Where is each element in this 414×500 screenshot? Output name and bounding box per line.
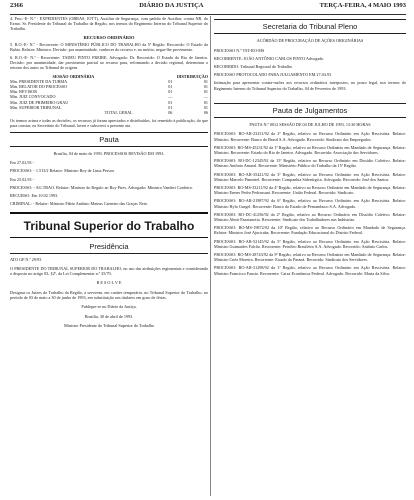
list-item: PROCESSO: RO-AR-21987/92 da 6ª Região, relativo ao Recurso Ordinário em Ação Rescisória. Relator: Ministro Hylo Gurgel. Recorrente: Banco do Estado de Pernambuco S.A. Advogado. xyxy=(214,198,406,209)
table-row: Min. PRESIDENTE DA TURMA 01 01 xyxy=(10,78,208,84)
left-paragraph: 6. R.O.-E- N.º - Recorrente: TADEU PINTO FREIRE. Advogado: Dr. Recorrido: O Estado do Rio de Janeiro. Decisão: por unanimidade, dar provimento parcial ao recurso para, reformando a decisão regional, determinar o retorno dos autos ao Tribunal de origem. xyxy=(10,55,208,71)
act-date: Brasília, 30 de abril de 1993. xyxy=(84,313,134,319)
table-row: Min. REVISOR 01 01 xyxy=(10,89,208,95)
table-row: Min. SUPERIOR TRIBUNAL 01 01 xyxy=(10,104,208,110)
act-number: ATO GP N.º 29/93 xyxy=(10,257,42,263)
pauta-line: PROCESSO: - AG.TRAO. Relator: Ministro do Regulo ao Roy Pires. Advogado: Ministro Vanderi Cordeiro. xyxy=(10,184,193,190)
act-publish: Publique-se no Diário da Justiça. xyxy=(81,304,137,310)
section-title-secretaria: Secretaria do Tribunal Pleno xyxy=(214,19,406,34)
left-paragraph: 5. R.O.-E- N.º - Recorrente: O MINISTÉRIO PÚBLICO DO TRABALHO da 5ª Região. Recorrido: O Estado da Bahia. Relator: Ministro. Decisão: por unanimidade, conhecer do recurso e, no mérito, negar-lhe provimento. xyxy=(10,41,208,52)
left-paragraph: 4. Proc.-E- N.º - EXPEDIENTES (OBRAS, JOTT), Auxiliar de Segurança, com padrão de Auxiliar, contra NR. do Exmo. Sr. Presidente do Tribunal do Trabalho da Região, nos termos do Regimento Interno do Tribunal Superior do Trabalho. xyxy=(10,16,208,32)
right-column xyxy=(214,16,406,496)
table-row: Min. JUIZ DE PRIMEIRO GRAU 01 01 xyxy=(10,99,208,105)
pauta-line: PROCESSO: - 1.513/2 Relator: Ministro Roy de Lima Pessoa xyxy=(10,168,114,174)
secretaria-subtitle: ACÓRDÃO DE PROCURAÇÃO DE AÇÕES ORIGINÁRIAS xyxy=(256,38,364,44)
secretaria-line: RECORRENTE: JOÃO ANTÔNIO CARLOS PINTO Advogado xyxy=(214,55,324,61)
list-item: PROCESSO: RO-MS-33211/92 da 4ª Região, relativo ao Recurso Ordinário em Mandado de Segurança. Relator: Ministro Ermes Pedro Pedrassani. Recorrente: União Federal. Recorrido: Sindicato. xyxy=(214,185,406,196)
table-row: TOTAL GERAL 06 06 xyxy=(104,110,208,116)
section-heading: RECURSO ORDINÁRIO xyxy=(83,34,135,40)
issue-date: TERÇA-FEIRA, 4 MAIO 1993 xyxy=(319,2,406,9)
list-item: PROCESSO: RO-DC-41256/92 da 2ª Região, relativo ao Recurso Ordinário em Dissídio Coletivo. Relator: Ministro Almir Pazzianotto. Recorrente: Sindicato dos Trabalhadores nas Indústrias. xyxy=(214,211,406,223)
act-resolve: R E S O L V E xyxy=(96,280,122,286)
secretaria-line: PROCESSO N.º TST-RO-MS xyxy=(214,47,265,53)
pauta-subtitle: Brasília, 04 de maio de 1993. PROCESSOS REVISÃO EM 1993. xyxy=(53,150,165,156)
closing-note: Os termos acima e todas as decisões, os recursos já foram apreciados e distribuídos, foi remetido à publicação, do que para constar, eu Secretário do Tribunal, lavrei e subscrevi a presente ata. xyxy=(10,118,208,129)
table-header-cell: SESSÃO ORDINÁRIA xyxy=(52,73,95,79)
pauta-line: Em 27.02.93 - xyxy=(10,160,34,166)
list-item: PROCESSO: RO-AR-52145/92 da 5ª Região, relativo ao Recurso Ordinário em Ação Rescisória. Relator: Ministro Guimarães Falcão. Recorrente: Petróleo Brasileiro S.A. Advogado. Recorrido: Antônio Carlos. xyxy=(214,238,406,249)
pauta-line: RECURSO: Em 10.02 1993. xyxy=(10,193,59,199)
list-item: PROCESSO: RO-MS-19872/92 da 10ª Região, relativo ao Recurso Ordinário em Mandado de Segurança. Relator: Ministro José Ajuricaba. Recorrente: Fundação Educacional do Distrito Federal. xyxy=(214,225,406,236)
secretaria-paragraph: Intimação para apresentar contra-razões aos recursos ordinários interpostos, no prazo legal, nos termos do Regimento Interno do Tribunal Superior do Trabalho, 04 de Fevereiro de 1993. xyxy=(214,80,406,91)
pauta-julgamentos-subtitle: PAUTA N.º 0012 SESSÃO DE 04 DE JULHO DE 1993, 13:30 HORAS xyxy=(249,121,371,127)
table-row: Min. RELATOR DO PROCESSO 01 01 xyxy=(10,84,208,90)
act-paragraph: Designar os Juízes do Trabalho da Região, a servirem, em caráter temporário, no Tribunal Superior do Trabalho, no período de 03 de maio a 30 de junho de 1993, em substituição aos titulares em gozo de férias. xyxy=(10,289,208,300)
section-title-pauta-julgamentos: Pauta de Julgamentos xyxy=(214,103,406,118)
left-column xyxy=(10,16,208,496)
act-paragraph: O PRESIDENTE DO TRIBUNAL SUPERIOR DO TRABALHO, no uso das atribuições regimentais e considerando o disposto no artigo 83, §2º, da Lei Complementar n.º 35/79, xyxy=(10,265,208,276)
page-number: 2366 xyxy=(10,2,23,9)
page-header xyxy=(10,2,406,15)
table-row: Min. JUIZ CONVOCADO — — xyxy=(10,94,208,100)
act-signature: Ministro Presidente do Tribunal Superior do Trabalho xyxy=(63,323,155,329)
secretaria-line: PROCESSO PROTOCOLADO PARA JULGAMENTO EM 27.04.93 xyxy=(214,72,332,78)
journal-title: DIÁRIO DA JUSTIÇA xyxy=(139,2,204,9)
table-header-cell: DISTRIBUIÇÃO xyxy=(176,73,208,79)
list-item: PROCESSO: RO-AR-31298/92 da 1ª Região, relativo ao Recurso Ordinário em Ação Rescisória. Relator: Ministro Francisco Fausto. Recorrente: Caixa Econômica Federal. Advogado. Recorrido: Maria da Silva. xyxy=(214,265,406,276)
distribution-table xyxy=(10,74,208,116)
pauta-line: Em 25.02.93 - xyxy=(10,176,34,182)
list-item: PROCESSO: RO-MS-28743/92 da 9ª Região, relativo ao Recurso Ordinário em Mandado de Segurança. Relator: Ministro Cnéa Moreira. Recorrente: Estado do Paraná. Recorrido: Sindicato dos Servidores. xyxy=(214,252,406,263)
pauta-line: CRIMINAL: - Relator: Ministro Fábio Antônio Mateus Carneiro das Graças Neto. xyxy=(10,201,149,207)
list-item: PROCESSO: RO-AR-23231/92 da 2ª Região, relativo ao Recurso Ordinário em Ação Rescisória. Relator: Ministro. Recorrente: Banco do Brasil S.A. Advogado. Recorrido: Sindicato dos Empregados. xyxy=(214,131,406,142)
secretaria-line: RECORRIDO: Tribunal Regional do Trabalho xyxy=(214,63,292,69)
list-item: PROCESSO: RO-AR-35421/92 da 3ª Região, relativo ao Recurso Ordinário em Ação Rescisória. Relator: Ministro Marcelo Pimentel. Recorrente: Companhia Siderúrgica. Advogado. Recorrido: José dos Santos. xyxy=(214,171,406,182)
section-title-pauta: Pauta xyxy=(10,132,208,147)
court-title: Tribunal Superior do Trabalho xyxy=(10,212,208,238)
list-item: PROCESSO: RO-MS-45231/92 da 1ª Região, relativo ao Recurso Ordinário em Mandado de Segurança. Relator: Ministro. Recorrente: Estado do Rio de Janeiro. Advogado. Recorrida: Associação dos Servidores. xyxy=(214,144,406,155)
presidency-subtitle: Presidência xyxy=(10,240,208,254)
list-item: PROCESSO: RO-DC-12345/92 da 15ª Região, relativo ao Recurso Ordinário em Dissídio Coletivo. Relator: Ministro Antônio Amaral. Recorrente: Ministério Público do Trabalho da 15ª Região. xyxy=(214,158,406,169)
column-divider xyxy=(210,16,211,496)
